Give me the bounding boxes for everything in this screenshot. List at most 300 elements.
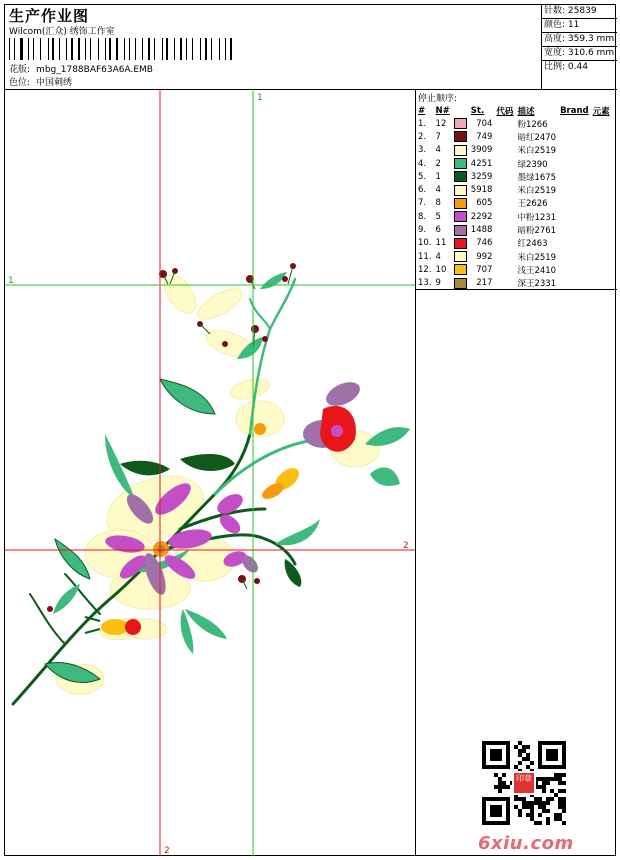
sequence-row — [417, 170, 613, 183]
design-canvas — [5, 89, 416, 856]
qr-module — [502, 773, 506, 777]
row-element — [592, 223, 613, 236]
col-index: # — [418, 105, 426, 116]
pattern-file: mbg_1788BAF63A6A.EMB — [36, 65, 153, 75]
qr-module — [518, 741, 522, 745]
col-element: 元素 — [592, 106, 610, 117]
qr-module — [542, 801, 546, 805]
row-needle: 9 — [435, 278, 441, 289]
row-index: 2. — [418, 131, 427, 142]
barcode-bar — [59, 38, 60, 60]
production-sheet — [4, 4, 616, 856]
row-description: 米白2519 — [517, 146, 557, 157]
qr-module — [526, 757, 530, 761]
barcode-bar — [211, 38, 212, 60]
barcode-bar — [195, 38, 197, 60]
row-stitches: 3259 — [470, 171, 493, 182]
row-code — [495, 210, 516, 223]
row-code — [495, 144, 516, 157]
barcode-bar — [48, 38, 49, 60]
guide-label-right: 2 — [403, 541, 409, 551]
barcode-bar — [180, 38, 181, 60]
barcode-bar — [125, 38, 126, 60]
qr-code — [482, 741, 566, 825]
qr-module — [526, 765, 530, 769]
row-needle: 4 — [435, 251, 441, 262]
row-stitches: 707 — [476, 264, 493, 275]
qr-module — [546, 781, 550, 785]
row-swatch — [453, 157, 470, 170]
qr-module — [498, 789, 502, 793]
qr-module — [530, 809, 534, 813]
barcode-bar — [85, 38, 86, 60]
barcode-bar — [129, 38, 130, 60]
sequence-row — [417, 197, 613, 210]
sequence-row — [417, 117, 613, 130]
row-element — [592, 197, 613, 210]
barcode-bar — [177, 38, 178, 60]
qr-module — [558, 805, 562, 809]
qr-module — [534, 801, 538, 805]
barcode-bar — [220, 38, 222, 60]
qr-module — [562, 781, 566, 785]
barcode-bar — [153, 38, 154, 60]
qr-module — [514, 797, 518, 801]
qr-module — [558, 773, 562, 777]
row-brand — [559, 157, 592, 170]
row-stitches: 704 — [476, 118, 493, 129]
row-brand — [559, 197, 592, 210]
barcode-bar — [166, 38, 168, 60]
col-code: 代码 — [496, 106, 514, 117]
qr-module — [562, 809, 566, 813]
colorset-label: 色位: — [9, 78, 31, 88]
qr-module — [542, 785, 546, 789]
qr-module — [498, 785, 502, 789]
row-stitches: 1488 — [470, 225, 493, 236]
stat-colors: 颜色: 11 — [542, 19, 617, 33]
stat-height: 高度: 359.3 mm — [542, 33, 617, 47]
seal-logo: 印章 — [512, 771, 536, 795]
row-brand — [559, 210, 592, 223]
row-brand — [559, 263, 592, 276]
row-needle: 12 — [435, 118, 447, 129]
row-description: 王2626 — [517, 199, 548, 210]
qr-module — [546, 817, 550, 821]
barcode-bar — [9, 38, 10, 60]
row-element — [592, 237, 613, 250]
qr-module — [538, 785, 542, 789]
row-needle: 8 — [435, 198, 441, 209]
barcode-bar — [120, 38, 121, 60]
qr-module — [562, 773, 566, 777]
barcode-bar — [18, 38, 19, 60]
sequence-row — [417, 210, 613, 223]
barcode-bar — [205, 38, 206, 60]
qr-module — [538, 801, 542, 805]
row-stitches: 217 — [476, 278, 493, 289]
colorset-line — [9, 75, 72, 88]
company-name: Wilcom(汇众) 绣饰工作室 — [9, 27, 115, 37]
stat-scale: 比例: 0.44 — [544, 62, 588, 72]
row-swatch — [453, 223, 470, 236]
qr-module — [562, 821, 566, 825]
qr-finder — [546, 749, 558, 761]
sequence-row — [417, 157, 613, 170]
row-needle: 4 — [435, 145, 441, 156]
row-element — [592, 263, 613, 276]
row-brand — [559, 117, 592, 130]
qr-module — [534, 821, 538, 825]
barcode-bar — [210, 38, 211, 60]
barcode-bar — [107, 38, 108, 60]
qr-module — [542, 777, 546, 781]
row-needle: 5 — [435, 211, 441, 222]
row-stitches: 5918 — [470, 185, 493, 196]
barcode-bar — [76, 38, 77, 60]
color-swatch — [454, 171, 467, 182]
row-code — [495, 237, 516, 250]
row-index: 5. — [418, 171, 427, 182]
stat-stitches: 针数: 25839 — [542, 5, 617, 19]
barcode-bar — [57, 38, 58, 60]
sequence-row — [417, 277, 613, 290]
barcode-bar — [200, 38, 201, 60]
barcode-bar — [40, 38, 41, 60]
row-index: 7. — [418, 198, 427, 209]
barcode-bar — [98, 38, 99, 60]
sequence-divider — [416, 289, 617, 290]
barcode-bar — [154, 38, 155, 60]
watermark: 6xiu.com — [478, 833, 574, 854]
color-swatch — [454, 158, 467, 169]
row-description: 深王2331 — [517, 279, 557, 290]
barcode-bar — [202, 38, 203, 60]
col-brand: Brand — [560, 105, 589, 116]
sequence-row — [417, 144, 613, 157]
qr-module — [538, 813, 542, 817]
row-element — [592, 210, 613, 223]
barcode-bar — [174, 38, 175, 60]
qr-module — [538, 797, 542, 801]
qr-module — [546, 801, 550, 805]
color-swatch — [454, 238, 467, 249]
qr-module — [550, 789, 554, 793]
guide-label-top: 1 — [257, 93, 263, 103]
qr-module — [542, 805, 546, 809]
row-description: 浅王2410 — [517, 265, 557, 276]
qr-module — [550, 777, 554, 781]
qr-module — [558, 781, 562, 785]
barcode-bar — [116, 38, 118, 60]
row-element — [592, 277, 613, 290]
row-element — [592, 183, 613, 196]
col-needle: N# — [435, 105, 450, 116]
row-description: 暗红2470 — [517, 132, 557, 143]
row-code — [495, 130, 516, 143]
qr-module — [550, 797, 554, 801]
barcode-bar — [82, 38, 83, 60]
color-swatch — [454, 264, 467, 275]
barcode-bar — [192, 38, 193, 60]
qr-module — [502, 781, 506, 785]
qr-module — [546, 809, 550, 813]
qr-module — [558, 813, 562, 817]
header-info — [5, 5, 542, 89]
color-swatch — [454, 278, 467, 289]
barcode-bar — [37, 38, 38, 60]
qr-module — [530, 761, 534, 765]
row-code — [495, 117, 516, 130]
row-needle: 1 — [435, 171, 441, 182]
barcode-bar — [94, 38, 96, 60]
row-element — [592, 117, 613, 130]
qr-module — [542, 809, 546, 813]
qr-module — [530, 805, 534, 809]
qr-module — [554, 813, 558, 817]
barcode-bar — [157, 38, 158, 60]
row-element — [592, 250, 613, 263]
qr-module — [554, 793, 558, 797]
qr-module — [546, 821, 550, 825]
barcode-bar — [68, 38, 69, 60]
embroidery-preview — [5, 89, 415, 856]
sequence-row — [417, 223, 613, 236]
row-description: 米白2519 — [517, 252, 557, 263]
barcode-bar — [61, 38, 62, 60]
barcode-bar — [225, 38, 226, 60]
qr-finder — [490, 805, 502, 817]
color-swatch — [454, 211, 467, 222]
barcode-bar — [14, 38, 15, 60]
row-swatch — [453, 263, 470, 276]
row-brand — [559, 170, 592, 183]
qr-module — [558, 789, 562, 793]
barcode-bar — [66, 38, 67, 60]
row-swatch — [453, 144, 470, 157]
row-description: 米白2519 — [517, 186, 557, 197]
row-element — [592, 170, 613, 183]
row-index: 6. — [418, 185, 427, 196]
row-index: 8. — [418, 211, 427, 222]
qr-finder — [490, 749, 502, 761]
qr-module — [554, 817, 558, 821]
qr-module — [494, 785, 498, 789]
color-swatch — [454, 198, 467, 209]
sequence-row — [417, 183, 613, 196]
row-brand — [559, 130, 592, 143]
guide-label-left: 1 — [8, 276, 14, 286]
qr-module — [498, 781, 502, 785]
color-swatch — [454, 145, 467, 156]
qr-module — [514, 765, 518, 769]
barcode-bar — [228, 38, 229, 60]
row-description: 墨绿1675 — [517, 172, 557, 183]
row-code — [495, 250, 516, 263]
qr-module — [514, 805, 518, 809]
qr-module — [558, 801, 562, 805]
qr-module — [526, 805, 530, 809]
row-stitches: 992 — [476, 251, 493, 262]
qr-module — [558, 817, 562, 821]
qr-module — [554, 773, 558, 777]
qr-module — [522, 805, 526, 809]
row-brand — [559, 250, 592, 263]
color-sequence-panel — [416, 89, 617, 856]
row-index: 1. — [418, 118, 427, 129]
qr-module — [506, 785, 510, 789]
barcode-bar — [87, 38, 88, 60]
row-needle: 6 — [435, 225, 441, 236]
barcode-bar — [171, 38, 172, 60]
row-stitches: 2292 — [470, 211, 493, 222]
color-swatch — [454, 118, 467, 129]
barcode-bar — [183, 38, 184, 60]
barcode-bar — [214, 38, 215, 60]
color-swatch — [454, 225, 467, 236]
qr-module — [522, 801, 526, 805]
row-needle: 11 — [435, 238, 447, 249]
row-code — [495, 183, 516, 196]
row-brand — [559, 144, 592, 157]
col-description: 描述 — [517, 106, 535, 117]
pattern-label: 花版: — [9, 65, 31, 75]
barcode-bar — [230, 38, 231, 60]
barcode-bar — [186, 38, 187, 60]
row-description: 绿2390 — [517, 159, 548, 170]
row-needle: 10 — [435, 264, 447, 275]
row-stitches: 749 — [476, 131, 493, 142]
qr-module — [518, 761, 522, 765]
row-swatch — [453, 197, 470, 210]
row-brand — [559, 237, 592, 250]
row-description: 粉1266 — [517, 119, 548, 130]
qr-module — [562, 797, 566, 801]
row-description: 中粉1231 — [517, 212, 557, 223]
row-index: 11. — [418, 251, 432, 262]
barcode-bar — [142, 38, 143, 60]
qr-module — [538, 821, 542, 825]
qr-module — [526, 801, 530, 805]
barcode-bar — [105, 38, 106, 60]
page-title: 生产作业图 — [9, 7, 90, 25]
row-needle: 7 — [435, 131, 441, 142]
barcode-bar — [43, 38, 45, 60]
qr-module — [498, 777, 502, 781]
barcode-bar — [135, 38, 136, 60]
barcode-bar — [28, 38, 29, 60]
row-index: 4. — [418, 158, 427, 169]
row-code — [495, 157, 516, 170]
qr-module — [538, 805, 542, 809]
row-element — [592, 157, 613, 170]
row-swatch — [453, 170, 470, 183]
qr-module — [558, 777, 562, 781]
sequence-row — [417, 263, 613, 276]
barcode-bar — [148, 38, 149, 60]
qr-module — [530, 817, 534, 821]
row-code — [495, 263, 516, 276]
row-code — [495, 277, 516, 290]
barcode-bar — [90, 38, 91, 60]
barcode-bar — [20, 38, 22, 60]
barcode-bar — [234, 38, 235, 60]
row-description: 红2463 — [517, 239, 548, 250]
col-swatch — [453, 104, 470, 117]
row-swatch — [453, 130, 470, 143]
sequence-row — [417, 250, 613, 263]
qr-module — [526, 745, 530, 749]
barcode-bar — [71, 38, 73, 60]
qr-module — [494, 773, 498, 777]
row-index: 3. — [418, 145, 427, 156]
row-code — [495, 170, 516, 183]
stats-panel — [542, 5, 617, 74]
barcode-bar — [132, 38, 133, 60]
row-code — [495, 223, 516, 236]
row-brand — [559, 223, 592, 236]
row-index: 9. — [418, 225, 427, 236]
sheet-header — [5, 5, 617, 90]
qr-module — [522, 745, 526, 749]
qr-module — [518, 809, 522, 813]
row-swatch — [453, 277, 470, 290]
qr-module — [526, 813, 530, 817]
pattern-line — [9, 62, 153, 75]
row-swatch — [453, 250, 470, 263]
row-stitches: 605 — [476, 198, 493, 209]
barcode-bar — [163, 38, 164, 60]
row-element — [592, 130, 613, 143]
barcode-bar — [114, 38, 115, 60]
color-swatch — [454, 185, 467, 196]
row-needle: 4 — [435, 185, 441, 196]
qr-module — [546, 797, 550, 801]
qr-module — [542, 781, 546, 785]
row-stitches: 746 — [476, 238, 493, 249]
row-brand — [559, 277, 592, 290]
red-bud — [85, 617, 141, 635]
sequence-table — [417, 104, 613, 290]
row-element — [592, 144, 613, 157]
row-swatch — [453, 117, 470, 130]
barcode-bar — [25, 38, 26, 60]
barcode-bar — [30, 38, 31, 60]
qr-module — [518, 797, 522, 801]
qr-module — [514, 745, 518, 749]
row-brand — [559, 183, 592, 196]
qr-module — [542, 789, 546, 793]
qr-module — [518, 813, 522, 817]
barcode-bar — [144, 38, 146, 60]
row-code — [495, 197, 516, 210]
row-stitches: 4251 — [470, 158, 493, 169]
row-description: 暗粉2761 — [517, 226, 557, 237]
barcode-bar — [219, 38, 220, 60]
color-swatch — [454, 251, 467, 262]
color-swatch — [454, 131, 467, 142]
qr-module — [522, 749, 526, 753]
stat-width: 宽度: 310.6 mm — [542, 47, 617, 61]
qr-module — [526, 753, 530, 757]
row-swatch — [453, 183, 470, 196]
row-swatch — [453, 210, 470, 223]
row-swatch — [453, 237, 470, 250]
barcode-bar — [190, 38, 191, 60]
barcode-bar — [138, 38, 139, 60]
sequence-row — [417, 237, 613, 250]
qr-module — [534, 797, 538, 801]
